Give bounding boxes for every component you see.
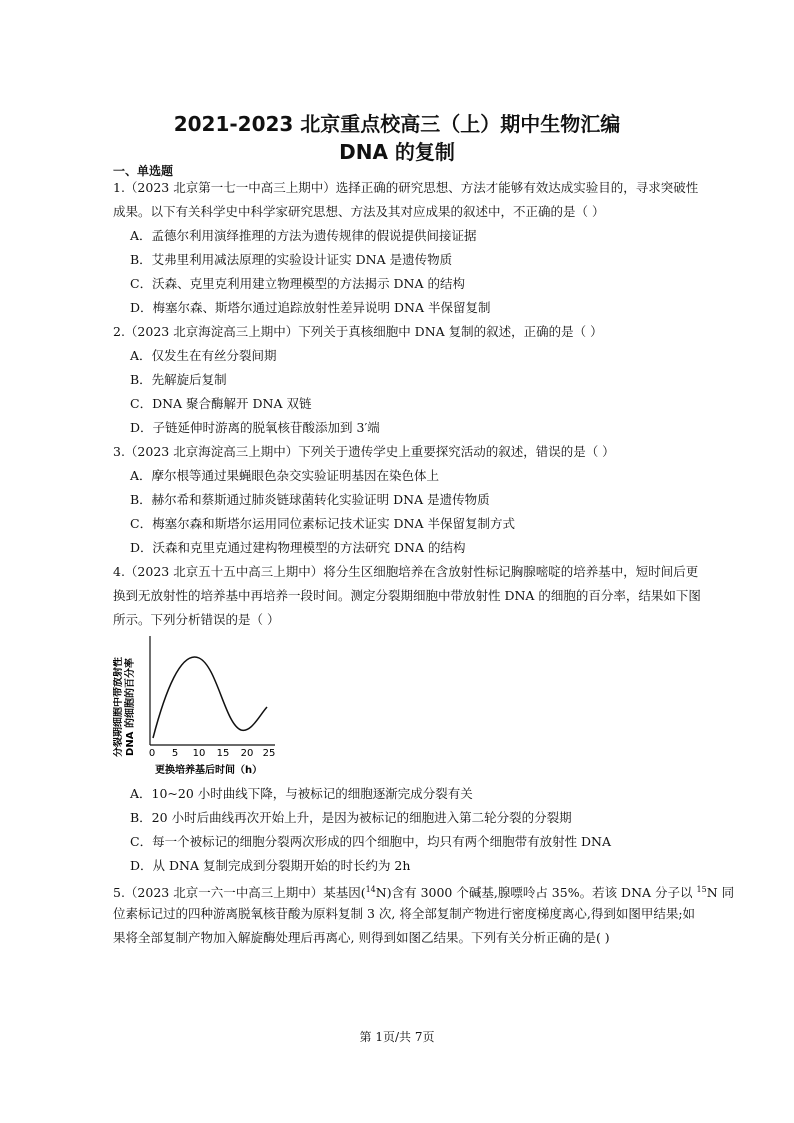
question-1-option-a: A．孟德尔利用演绎推理的方法为遗传规律的假说提供间接证据 — [130, 228, 477, 243]
question-4-option-c: C．每一个被标记的细胞分裂两次形成的四个细胞中，均只有两个细胞带有放射性 DNA — [130, 834, 612, 849]
graph-xtick: 25 — [262, 748, 276, 759]
question-1-line-1: 1.（2023 北京第一七一中高三上期中）选择正确的研究思想、方法才能够有效达成实验目的，寻求突破性 — [113, 180, 699, 195]
question-4-line-3: 所示。下列分析错误的是（ ） — [113, 612, 280, 627]
question-5-text-end: N 同 — [706, 885, 735, 901]
question-4-line-2: 换到无放射性的培养基中再培养一段时间。测定分裂期细胞中带放射性 DNA 的细胞的百分率，结果如下图 — [113, 588, 701, 603]
document-subtitle: DNA 的复制 — [339, 140, 455, 164]
question-5-text-mid: N)含有 3000 个碱基,腺嘌呤占 35%。若该 DNA 分子以 — [375, 885, 697, 901]
question-4-option-a: A．10~20 小时曲线下降，与被标记的细胞逐渐完成分裂有关 — [130, 786, 473, 801]
question-3-line-1: 3.（2023 北京海淀高三上期中）下列关于遗传学史上重要探究活动的叙述，错误的是（ ） — [113, 444, 615, 459]
question-4-graph — [113, 632, 283, 782]
question-3-option-b: B．赫尔希和蔡斯通过肺炎链球菌转化实验证明 DNA 是遗传物质 — [130, 492, 490, 507]
graph-curve — [153, 657, 267, 738]
question-2-option-b: B．先解旋后复制 — [130, 372, 227, 387]
graph-xtick: 0 — [148, 748, 156, 759]
question-1-option-c: C．沃森、克里克利用建立物理模型的方法揭示 DNA 的结构 — [130, 276, 465, 291]
question-3-option-d: D．沃森和克里克通过建构物理模型的方法研究 DNA 的结构 — [130, 540, 466, 555]
graph-xtick: 10 — [192, 748, 206, 759]
section-label: 一、单选题 — [113, 164, 174, 178]
graph-xtick: 15 — [216, 748, 230, 759]
question-2-option-a: A．仅发生在有丝分裂间期 — [130, 348, 277, 363]
question-3-option-a: A．摩尔根等通过果蝇眼色杂交实验证明基因在染色体上 — [130, 468, 440, 483]
question-1-option-b: B．艾弗里利用减法原理的实验设计证实 DNA 是遗传物质 — [130, 252, 453, 267]
isotope-superscript-14: 14 — [365, 885, 376, 894]
question-5-text-start: 5.（2023 北京一六一中高三上期中）某基因( — [113, 885, 366, 901]
question-2-line-1: 2.（2023 北京海淀高三上期中）下列关于真核细胞中 DNA 复制的叙述，正确的是（ ） — [113, 324, 603, 339]
question-2-option-c: C．DNA 聚合酶解开 DNA 双链 — [130, 396, 312, 411]
question-4-option-d: D．从 DNA 复制完成到分裂期开始的时长约为 2h — [130, 858, 411, 873]
question-5-line-2: 位素标记过的四种游离脱氧核苷酸为原料复制 3 次, 将全部复制产物进行密度梯度离心,得到如图甲结果;如 — [113, 906, 696, 921]
document-title: 2021-2023 北京重点校高三（上）期中生物汇编 — [173, 112, 621, 136]
page-footer: 第 1页/共 7页 — [359, 1030, 435, 1044]
question-4-line-1: 4.（2023 北京五十五中高三上期中）将分生区细胞培养在含放射性标记胸腺嘧啶的培养基中，短时间后更 — [113, 564, 699, 579]
question-1-option-d: D．梅塞尔森、斯塔尔通过追踪放射性差异说明 DNA 半保留复制 — [130, 300, 491, 315]
isotope-superscript-15: 15 — [696, 885, 707, 894]
graph-xlabel: 更换培养基后时间（h） — [155, 765, 263, 776]
graph-xtick: 5 — [171, 748, 179, 759]
graph-ylabel-line-1: 分裂期细胞中带放射性 — [113, 657, 124, 757]
question-3-option-c: C．梅塞尔森和斯塔尔运用同位素标记技术证实 DNA 半保留复制方式 — [130, 516, 515, 531]
graph-xtick: 20 — [240, 748, 254, 759]
graph-ylabel-line-2: DNA 的细胞的百分率 — [125, 658, 136, 756]
question-2-option-d: D．子链延伸时游离的脱氧核苷酸添加到 3′端 — [130, 420, 380, 435]
question-1-line-2: 成果。以下有关科学史中科学家研究思想、方法及其对应成果的叙述中，不正确的是（ ） — [113, 204, 605, 219]
question-4-option-b: B．20 小时后曲线再次开始上升，是因为被标记的细胞进入第二轮分裂的分裂期 — [130, 810, 572, 825]
question-5-line-3: 果将全部复制产物加入解旋酶处理后再离心, 则得到如图乙结果。下列有关分析正确的是( ) — [113, 930, 610, 945]
question-5-line-1 — [113, 882, 734, 901]
